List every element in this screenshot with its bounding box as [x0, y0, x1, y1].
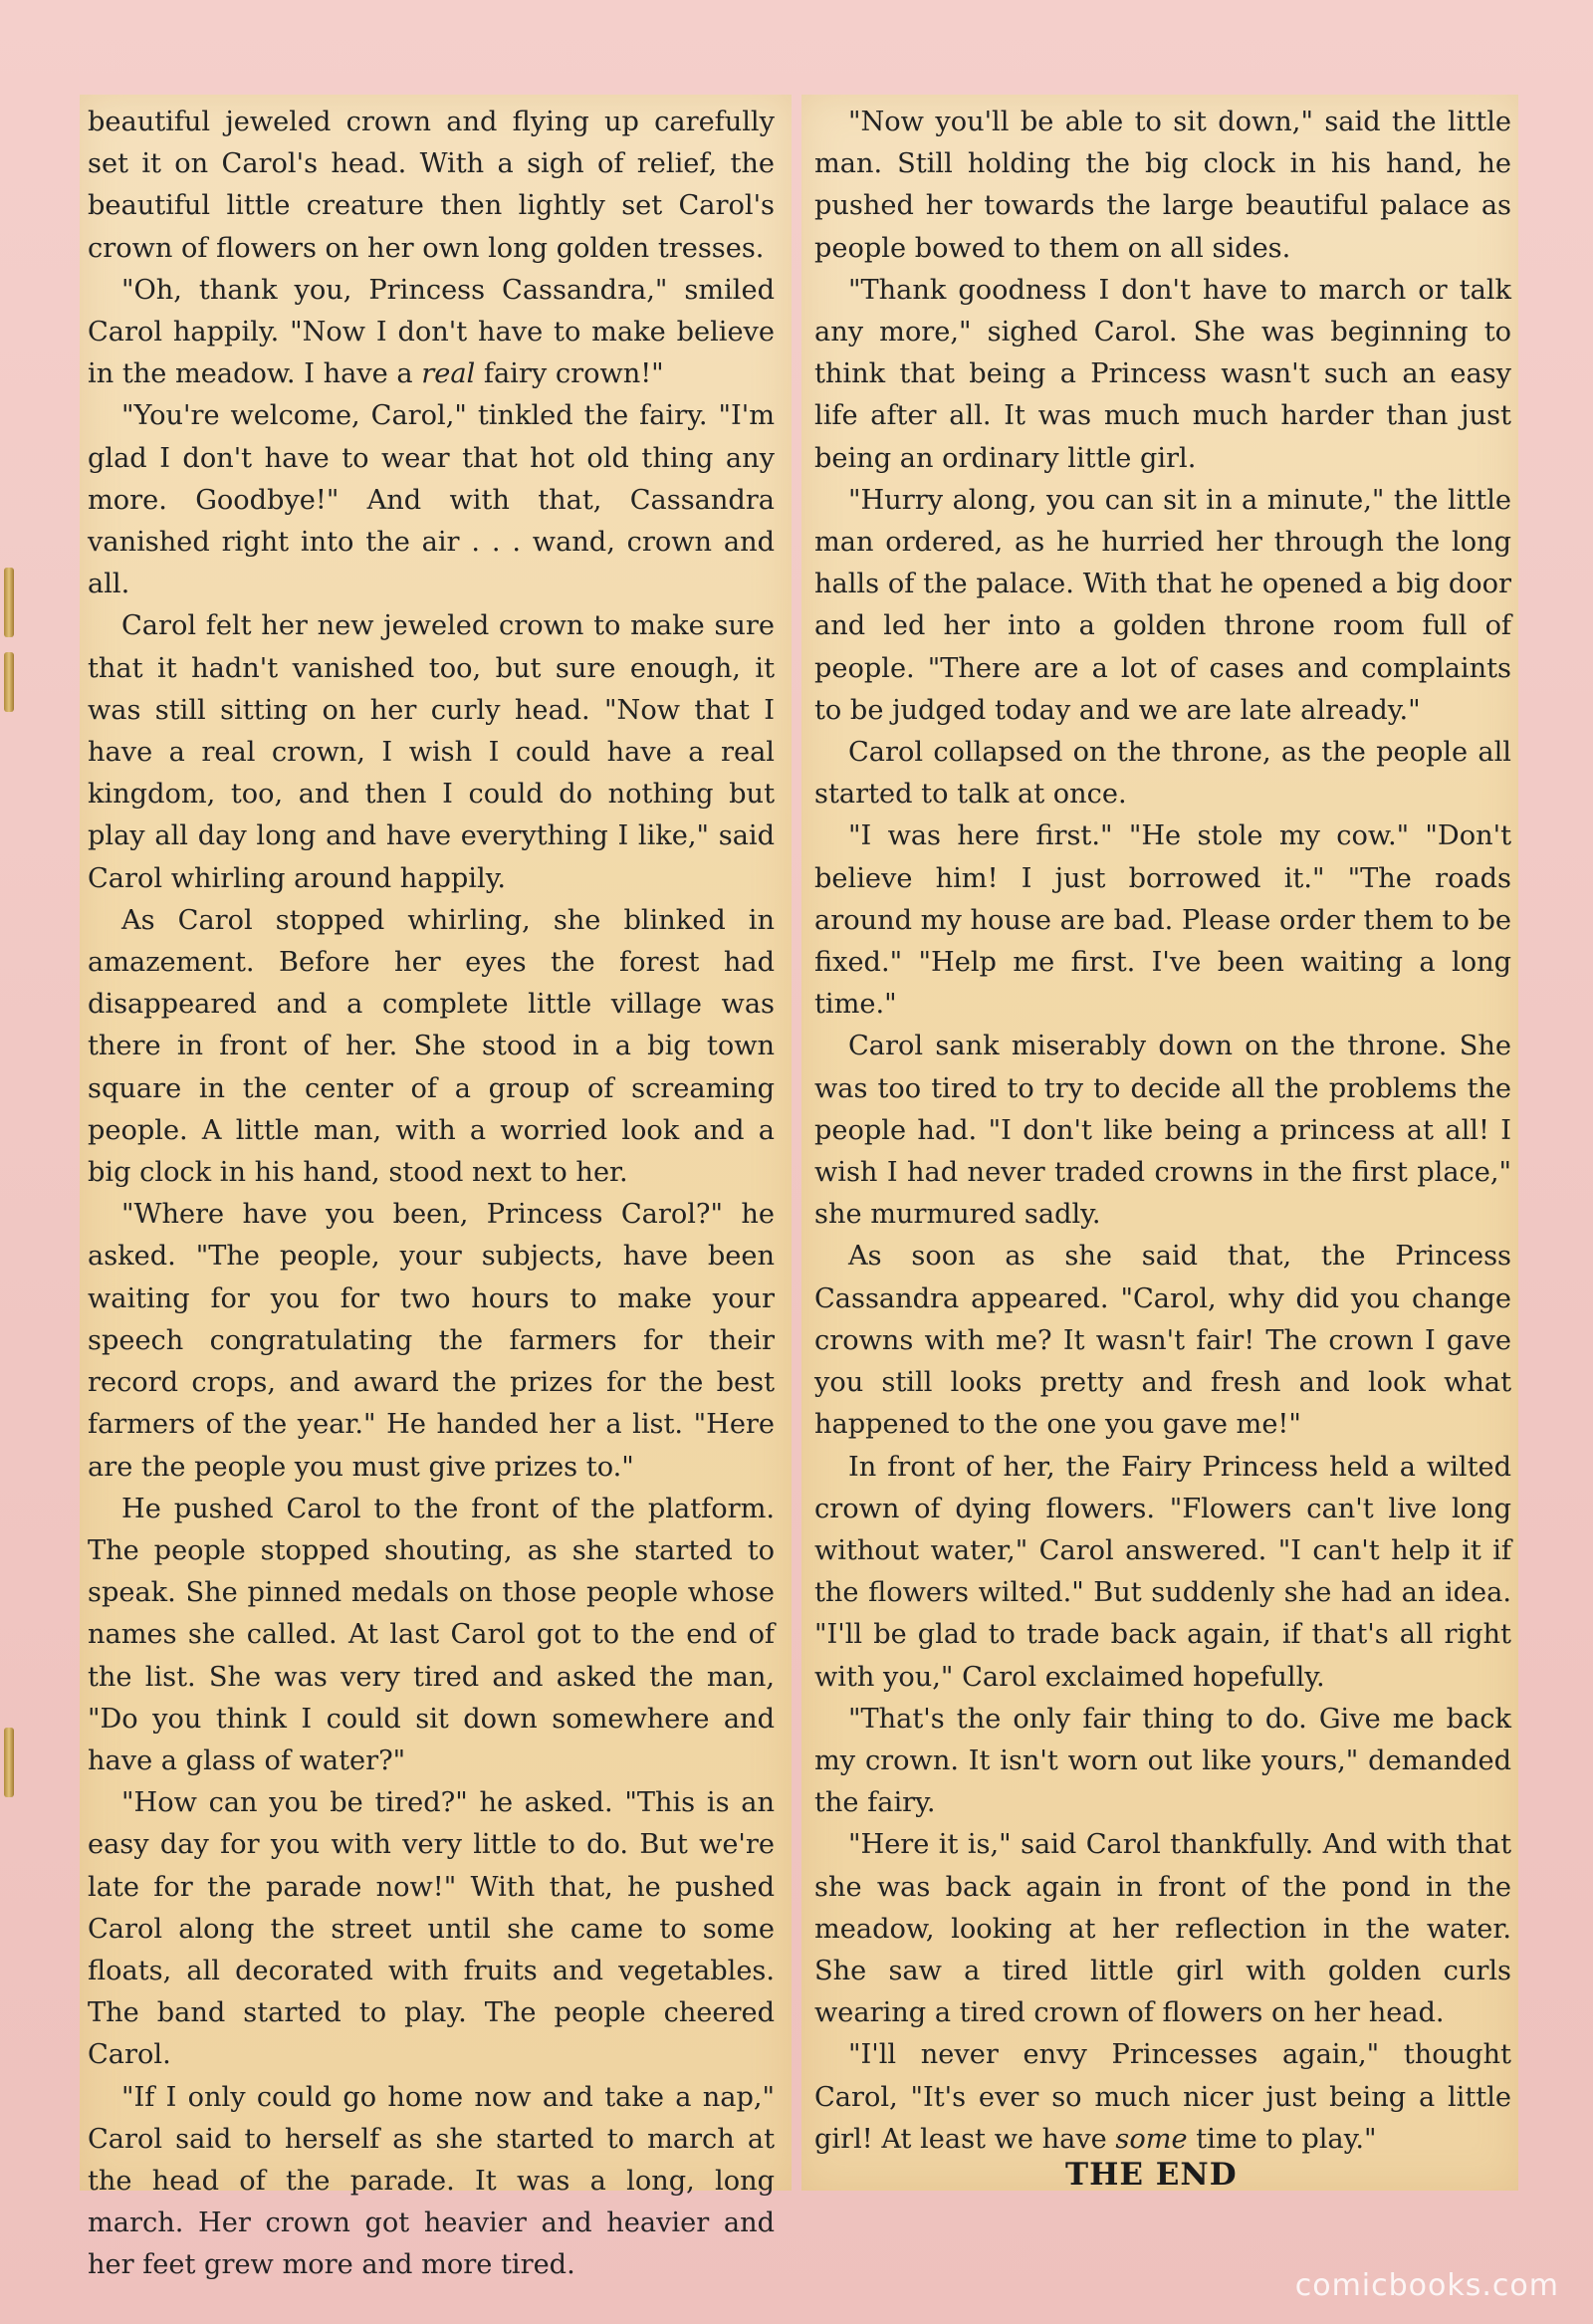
emphasis: some — [1115, 2123, 1188, 2155]
paragraph: "You're welcome, Carol," tinkled the fairy. "I'm glad I don't have to wear that hot old thing any more. Goodbye!" And with that, Cassandra vanished right into the air . . . wand, crown and all. — [88, 400, 775, 600]
paragraph: "I'll never envy Princesses again," thought Carol, "It's ever so much nicer just being a little girl! At least we have some time to play." — [814, 2039, 1511, 2155]
emphasis: real — [421, 358, 476, 390]
paragraph: Carol felt her new jeweled crown to make sure that it hadn't vanished too, but sure enough, it was still sitting on her curly head. "Now that I have a real crown, I wish I could have a real kingdom, too, and then I could do nothing but play all day long and have everything I like," said Carol whirling around happily. — [88, 610, 775, 894]
story-ending: THE END — [1065, 2157, 1238, 2193]
paragraph: "I was here first." "He stole my cow." "Don't believe him! I just borrowed it." "The roads around my house are bad. Please order them to be fixed." "Help me first. I've been waiting a long time." — [814, 820, 1511, 1021]
paragraph: "If I only could go home now and take a nap," Carol said to herself as she started to march at the head of the parade. It was a long, long march. Her crown got heavier and heavier and her feet grew more and more tired. — [88, 2081, 775, 2281]
paragraph: Carol sank miserably down on the throne. She was too tired to try to decide all the problems the people had. "I don't like being a princess at all! I wish I had never traded crowns in the first place," she murmured sadly. — [814, 1031, 1511, 1231]
paragraph: As soon as she said that, the Princess Cassandra appeared. "Carol, why did you change crowns with me? It wasn't fair! The crown I gave you still looks pretty and fresh and look what happened to the one you gave me!" — [814, 1241, 1511, 1441]
paragraph: "That's the only fair thing to do. Give me back my crown. It isn't worn out like yours," demanded the fairy. — [814, 1703, 1511, 1819]
site-watermark: comicbooks.com — [1294, 2268, 1559, 2303]
paragraph: He pushed Carol to the front of the platform. The people stopped shouting, as she started to speak. She pinned medals on those people whose names she called. At last Carol got to the end of the list. She was very tired and asked the man, "Do you think I could sit down somewhere and have a glass of water?" — [88, 1493, 775, 1776]
paragraph: "How can you be tired?" he asked. "This is an easy day for you with very little to do. But we're late for the parade now!" With that, he pushed Carol along the street until she came to some floats, all decorated with fruits and vegetables. The band started to play. The people cheered Carol. — [88, 1787, 775, 2071]
paragraph: "Hurry along, you can sit in a minute," the little man ordered, as he hurried her through the long halls of the palace. With that he opened a big door and led her into a golden throne room full of people. "There are a lot of cases and complaints to be judged today and we are late already." — [814, 484, 1511, 726]
staple-mark — [4, 652, 14, 712]
paragraph: "Here it is," said Carol thankfully. And with that she was back again in front of the pond in the meadow, looking at her reflection in the water. She saw a tired little girl with golden curls wearing a tired crown of flowers on her head. — [814, 1829, 1511, 2029]
story-column-right — [814, 102, 1511, 2161]
paragraph: "Now you'll be able to sit down," said the little man. Still holding the big clock in his hand, he pushed her towards the large beautiful palace as people bowed to them on all sides. — [814, 107, 1511, 264]
paragraph: In front of her, the Fairy Princess held a wilted crown of dying flowers. "Flowers can't live long without water," Carol answered. "I can't help it if the flowers wilted." But suddenly she had an idea. "I'll be glad to trade back again, if that's all right with you," Carol exclaimed hopefully. — [814, 1451, 1511, 1693]
staple-mark — [4, 1728, 14, 1797]
paragraph: As Carol stopped whirling, she blinked in amazement. Before her eyes the forest had disappeared and a complete little village was there in front of her. She stood in a big town square in the center of a group of screaming people. A little man, with a worried look and a big clock in his hand, stood next to her. — [88, 904, 775, 1189]
paragraph: "Oh, thank you, Princess Cassandra," smiled Carol happily. "Now I don't have to make believe in the meadow. I have a real fairy crown!" — [88, 274, 775, 390]
paragraph: "Thank goodness I don't have to march or talk any more," sighed Carol. She was beginning to think that being a Princess wasn't such an easy life after all. It was much much harder than just being an ordinary little girl. — [814, 274, 1511, 474]
paragraph: "Where have you been, Princess Carol?" he asked. "The people, your subjects, have been waiting for you for two hours to make your speech congratulating the farmers for their record crops, and award the prizes for the best farmers of the year." He handed her a list. "Here are the people you must give prizes to." — [88, 1199, 775, 1483]
story-column-left — [88, 102, 775, 2287]
paragraph: beautiful jeweled crown and flying up carefully set it on Carol's head. With a sigh of relief, the beautiful little creature then lightly set Carol's crown of flowers on her own long golden tresses. — [88, 107, 775, 264]
staple-mark — [4, 568, 14, 637]
paragraph: Carol collapsed on the throne, as the people all started to talk at once. — [814, 737, 1511, 811]
